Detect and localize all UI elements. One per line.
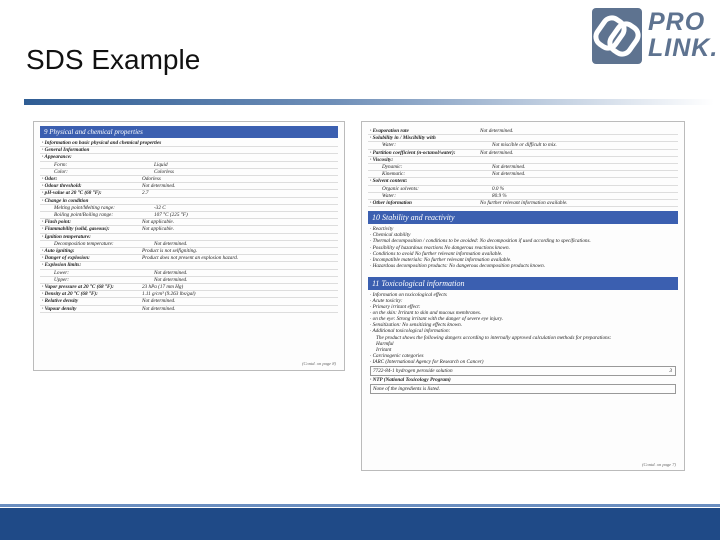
- property-name: · Information on basic physical and chemical properties: [42, 140, 162, 146]
- property-row: [40, 226, 338, 233]
- property-value: [480, 135, 678, 141]
- title-divider: [24, 99, 714, 105]
- property-row: [40, 291, 338, 298]
- property-row: [40, 205, 338, 212]
- property-row: [40, 262, 338, 269]
- text-line: · Conditions to avoid No further relevant information available.: [370, 250, 503, 257]
- continued-note: (Contd. on page 7): [642, 462, 676, 467]
- property-name: Melting point/Melting range:: [54, 204, 115, 211]
- property-name: · Flammability (solid, gaseous):: [42, 226, 110, 233]
- section-9-properties: [40, 140, 338, 313]
- sds-page-sections-10-11: [362, 122, 684, 470]
- property-value: 107 °C (225 °F): [154, 212, 188, 219]
- text-line: · on the skin: Irritant to skin and mucous membranes.: [370, 310, 482, 317]
- property-name: Dynamic:: [382, 164, 403, 171]
- property-name: · Flash point:: [42, 219, 71, 226]
- property-value: 1.11 g/cm³ (9.263 lbs/gal): [142, 291, 196, 298]
- property-value: Not determined.: [480, 128, 514, 134]
- property-name: · Viscosity:: [370, 156, 394, 163]
- prolink-logo: [592, 6, 719, 66]
- text-line: · Possibility of hazardous reactions No dangerous reactions known.: [370, 244, 510, 251]
- property-name: · Change in condition: [42, 197, 89, 204]
- property-name: · pH-value at 20 °C (68 °F):: [42, 190, 102, 197]
- property-value: No further relevant information available.: [480, 200, 568, 207]
- text-line: · on the eye: Strong irritant with the danger of severe eye injury.: [370, 316, 504, 323]
- slide-title: SDS Example: [26, 44, 201, 75]
- iarc-entry: 7722-84-1 hydrogen peroxide solution: [373, 368, 453, 375]
- text-line: · Information on toxicological effects: [370, 291, 447, 298]
- property-row: [368, 200, 678, 207]
- footer-stripe: [0, 504, 720, 507]
- sds-page-section9: [34, 122, 344, 370]
- text-line: · Reactivity: [370, 226, 394, 233]
- text-line: · Sensitization: No sensitizing effects known.: [370, 322, 463, 329]
- text-line: · Incompatible materials: No further relevant information available.: [370, 256, 512, 263]
- property-value: 23 hPa (17 mm Hg): [142, 284, 184, 291]
- property-name: Boiling point/Boiling range:: [54, 212, 114, 219]
- text-line: · Thermal decomposition / conditions to be avoided: No decomposition if used according to specifications.: [370, 238, 591, 245]
- text-line: · Additional toxicological information:: [370, 328, 451, 335]
- logo-text-line2: LINK.: [648, 34, 719, 62]
- logo-text-line1: PRO: [648, 8, 706, 36]
- property-name: Lower:: [54, 269, 69, 276]
- property-value: -32 C: [154, 204, 166, 211]
- property-row: [40, 306, 338, 313]
- property-row: [368, 164, 678, 171]
- text-line: · Carcinogenic categories: [370, 352, 424, 359]
- section-9-header: 9 Physical and chemical properties: [40, 126, 338, 138]
- property-name: Decomposition temperature:: [54, 240, 114, 247]
- property-row: [368, 157, 678, 164]
- property-name: · Appearance:: [42, 154, 72, 161]
- property-name: · Partition coefficient (n-octanol/water):: [370, 149, 456, 156]
- property-value: Not determined.: [480, 149, 514, 156]
- property-value: [480, 157, 678, 163]
- text-line: The product shows the following dangers according to internally approved calculation methods for preparations:: [376, 334, 612, 341]
- property-name: · Auto igniting:: [42, 248, 75, 255]
- property-name: · Odour threshold:: [42, 183, 82, 190]
- property-row: [40, 212, 338, 219]
- property-name: · Other information: [370, 200, 412, 207]
- property-name: · Explosion limits:: [42, 262, 82, 269]
- property-name: · Vapor pressure at 20 °C (68 °F):: [42, 284, 114, 291]
- property-row: [368, 142, 678, 149]
- property-row: [40, 241, 338, 248]
- property-row: [368, 186, 678, 193]
- property-row: [40, 248, 338, 255]
- property-value: Not determined.: [154, 276, 188, 283]
- property-name: · Odor:: [42, 176, 58, 183]
- property-value: Not applicable.: [142, 226, 174, 233]
- property-value: Odorless: [142, 176, 161, 183]
- property-row: [368, 178, 678, 185]
- section-11-text: [370, 292, 676, 365]
- iarc-entry-row: [370, 366, 676, 376]
- property-value: [142, 198, 338, 204]
- text-line: Harmful: [376, 340, 394, 347]
- text-line: · IARC (International Agency for Research on Cancer): [370, 358, 484, 365]
- property-row: [40, 162, 338, 169]
- property-row: [40, 277, 338, 284]
- property-value: [480, 178, 678, 184]
- property-name: · Density at 20 °C (68 °F):: [42, 291, 98, 298]
- property-name: Color:: [54, 168, 68, 175]
- property-row: [40, 154, 338, 161]
- property-value: Not determined.: [492, 171, 526, 178]
- property-name: · Evaporation rate: [370, 128, 409, 134]
- property-name: Water:: [382, 142, 396, 149]
- property-row: [40, 270, 338, 277]
- property-name: · Relative density: [42, 298, 79, 305]
- property-row: [40, 190, 338, 197]
- text-line: · Acute toxicity:: [370, 297, 403, 304]
- property-row: [368, 150, 678, 157]
- property-value: [142, 262, 338, 268]
- property-value: 2.7: [142, 190, 149, 197]
- property-name: · Vapour density: [42, 305, 77, 312]
- property-value: Not determined.: [142, 298, 176, 305]
- chain-link-icon: [592, 8, 642, 64]
- ntp-title: · NTP (National Toxicology Program): [370, 377, 451, 384]
- property-value: Not determined.: [154, 240, 188, 247]
- property-row: [40, 169, 338, 176]
- property-row: [40, 140, 338, 147]
- footer-bar: [0, 508, 720, 540]
- text-line: · Chemical stability: [370, 232, 411, 239]
- text-line: · Hazardous decomposition products: No dangerous decomposition products known.: [370, 262, 546, 269]
- property-value: [142, 234, 338, 240]
- property-name: · General Information: [42, 147, 90, 154]
- property-value: Not determined.: [154, 269, 188, 276]
- text-line: Irritant: [376, 346, 392, 353]
- property-value: [142, 147, 338, 153]
- property-row: [368, 128, 678, 135]
- property-value: 80.9 %: [492, 192, 507, 199]
- property-value: Not miscible or difficult to mix.: [492, 142, 557, 149]
- iarc-group: 3: [669, 368, 672, 375]
- property-row: [368, 193, 678, 200]
- property-name: · Solubility in / Miscibility with: [370, 135, 436, 142]
- property-row: [40, 198, 338, 205]
- property-value: Colorless: [154, 168, 174, 175]
- text-line: · Primary irritant effect:: [370, 304, 421, 311]
- property-row: [40, 234, 338, 241]
- ntp-text: None of the ingredients is listed.: [370, 384, 676, 394]
- property-value: 0.0 %: [492, 185, 505, 192]
- property-name: Form:: [54, 161, 68, 168]
- section-10-text: [370, 226, 676, 269]
- property-name: Water:: [382, 192, 396, 199]
- section-10-header: 10 Stability and reactivity: [368, 211, 678, 224]
- property-row: [40, 298, 338, 305]
- property-row: [40, 147, 338, 154]
- property-name: Upper:: [54, 276, 69, 283]
- property-name: · Danger of explosion:: [42, 255, 90, 262]
- property-value: Liquid: [154, 161, 168, 168]
- property-value: [142, 140, 338, 146]
- section-11-header: 11 Toxicological information: [368, 277, 678, 290]
- property-name: · Ignition temperature:: [42, 233, 91, 240]
- property-value: Product does not present an explosion hazard.: [142, 255, 239, 262]
- property-row: [368, 171, 678, 178]
- property-value: Not applicable.: [142, 219, 174, 226]
- property-row: [40, 176, 338, 183]
- property-value: Product is not selfigniting.: [142, 248, 198, 255]
- continued-note: (Contd. on page 8): [302, 361, 336, 366]
- property-row: [40, 255, 338, 262]
- property-name: Organic solvents:: [382, 185, 419, 192]
- property-value: Not determined.: [492, 164, 526, 171]
- property-value: Not determined.: [142, 305, 176, 312]
- section-9-continued: [368, 128, 678, 207]
- property-name: Kinematic:: [382, 171, 406, 178]
- property-value: Not determined.: [142, 183, 176, 190]
- property-name: · Solvent content:: [370, 178, 408, 185]
- property-value: [142, 154, 338, 160]
